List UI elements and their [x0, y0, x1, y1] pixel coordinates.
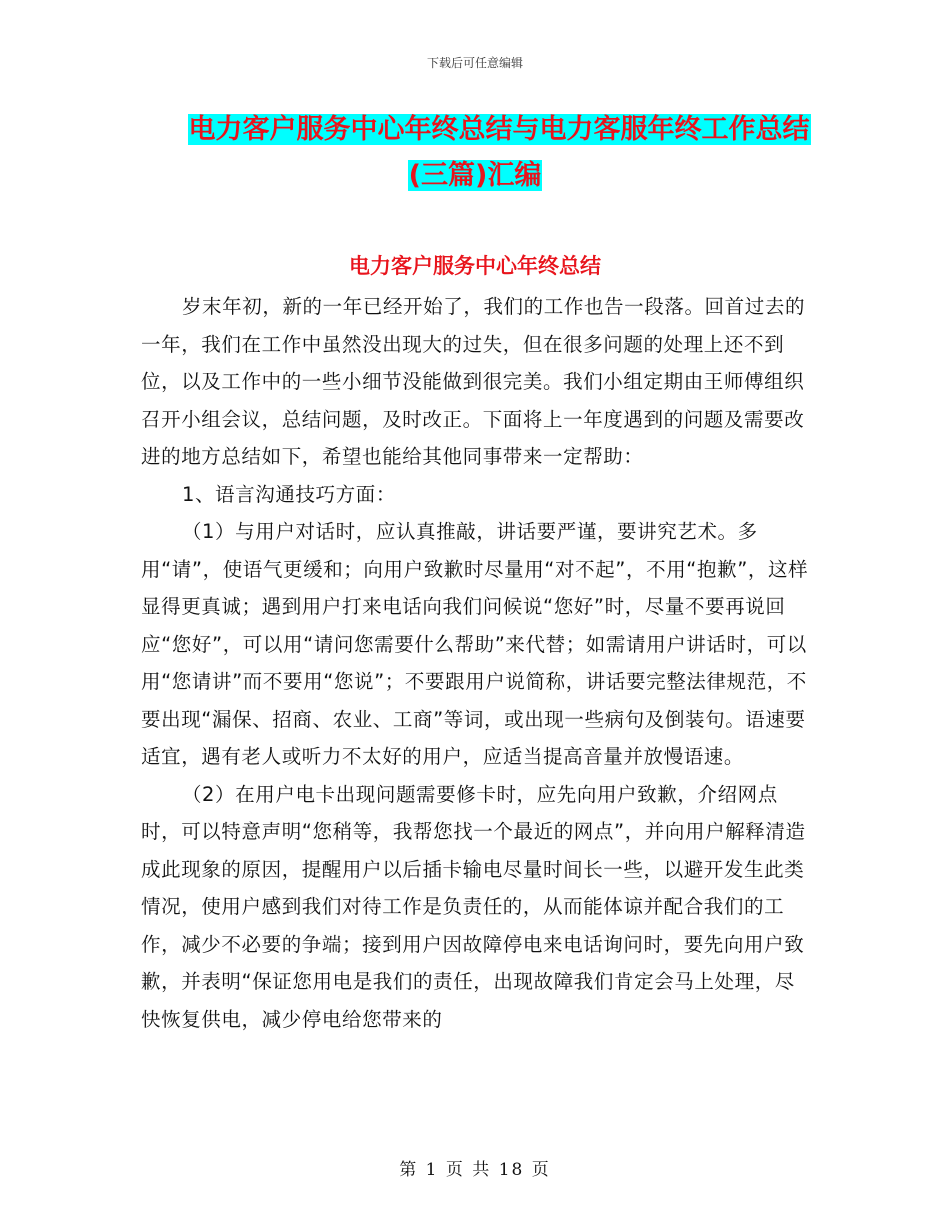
header-note: 下载后可任意编辑: [426, 56, 523, 70]
section-heading: 电力客户服务中心年终总结: [349, 254, 601, 278]
paragraph-item-1: （1）与用户对话时，应认真推敲，讲话要严谨，要讲究艺术。多用“请”，使语气更缓和；向用户致歉时尽量用“对不起”，不用“抱歉”，这样显得更真诚；遇到用户打来电话向我们问候说“您好”时，尽量不要再说回应“您好”，可以用“请问您需要什么帮助”来代替；如需请用户讲话时，可以用“您请讲”而不要用“您说”；不要跟用户说简称，讲话要完整法律规范，不要出现“漏保、招商、农业、工商”等词，或出现一些病句及倒装句。语速要适宜，遇有老人或听力不太好的用户，应适当提高音量并放慢语速。: [141, 520, 809, 768]
title-highlight-2: (三篇)汇编: [408, 160, 542, 191]
document-body: [141, 288, 811, 1038]
paragraph-item-2: （2）在用户电卡出现问题需要修卡时，应先向用户致歉，介绍网点时，可以特意声明“您稍等，我帮您找一个最近的网点”，并向用户解释清造成此现象的原因，提醒用户以后插卡输电尽量时间长一些，以避开发生此类情况，使用户感到我们对待工作是负责任的，从而能体谅并配合我们的工作，减少不必要的争端；接到用户因故障停电来电话询问时，要先向用户致歉，并表明“保证您用电是我们的责任，出现故障我们肯定会马上处理，尽快恢复供电，减少停电给您带来的: [141, 782, 806, 1031]
paragraph-intro: 岁末年初，新的一年已经开始了，我们的工作也告一段落。回首过去的一年，我们在工作中虽然没出现大的过失，但在很多问题的处理上还不到位，以及工作中的一些小细节没能做到很完美。我们小组定期由王师傅组织召开小组会议，总结问题，及时改正。下面将上一年度遇到的问题及需要改进的地方总结如下，希望也能给其他同事带来一定帮助：: [141, 295, 806, 468]
page-number: 第 1 页 共 18 页: [399, 1160, 551, 1180]
paragraph-heading-1: 1、语言沟通技巧方面：: [181, 482, 396, 506]
document-title-line-1: [0, 110, 950, 150]
document-title-line-2: [0, 156, 950, 196]
title-highlight-1: 电力客户服务中心年终总结与电力客服年终工作总结: [188, 114, 810, 145]
